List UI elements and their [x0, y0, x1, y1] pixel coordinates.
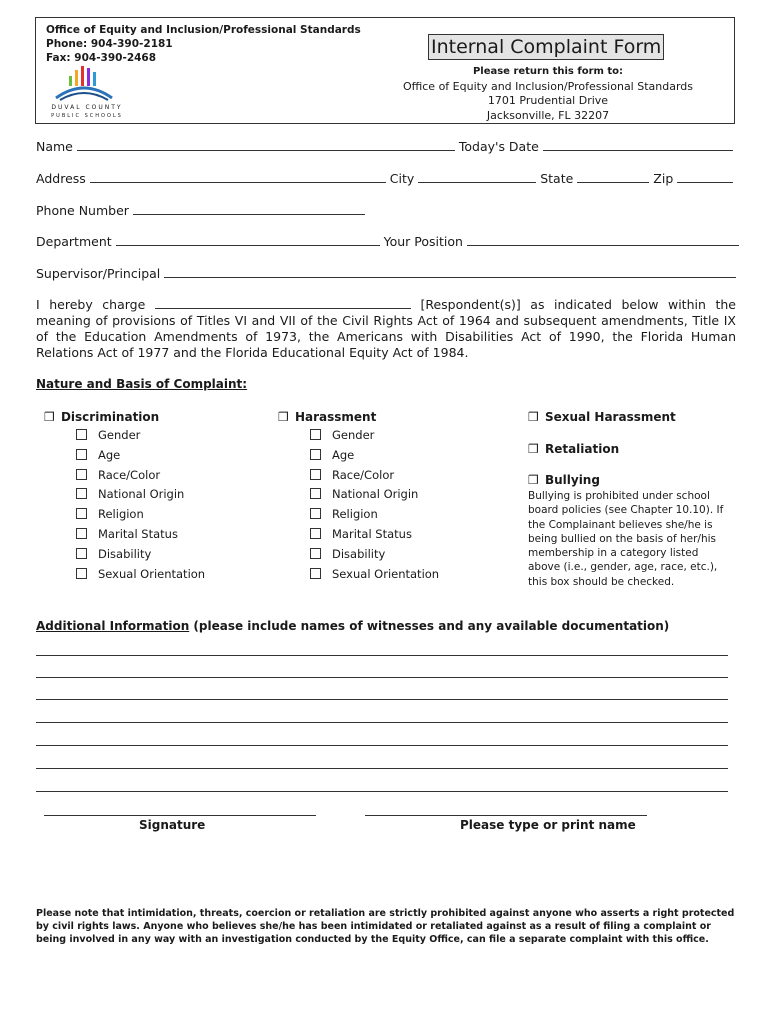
harassment-option-disability[interactable]: Disability	[310, 547, 385, 561]
checkbox-icon	[76, 488, 87, 499]
nature-heading: Nature and Basis of Complaint:	[36, 377, 248, 391]
print-name-field[interactable]	[365, 815, 647, 816]
address-field[interactable]	[90, 171, 386, 183]
signature-field[interactable]	[44, 815, 316, 816]
signature-label: Signature	[139, 818, 206, 832]
address-label: Address	[36, 171, 86, 186]
city-field[interactable]	[418, 171, 536, 183]
checkbox-icon: ❒	[528, 473, 539, 487]
return-office: Office of Equity and Inclusion/Professional Standards	[402, 79, 694, 93]
print-name-label: Please type or print name	[460, 818, 636, 832]
return-title: Please return this form to:	[472, 66, 624, 77]
charge-prefix: I hereby charge	[36, 297, 146, 312]
additional-info-line[interactable]	[36, 745, 728, 746]
discrimination-option-gender[interactable]: Gender	[76, 428, 140, 442]
checkbox-icon	[310, 508, 321, 519]
charge-respondent-text: [Respondent(s)] as indicated below within the meaning	[36, 297, 736, 328]
checkbox-icon	[76, 508, 87, 519]
harassment-option-gender[interactable]: Gender	[310, 428, 374, 442]
discrimination-column	[44, 408, 264, 588]
additional-info-line[interactable]	[36, 722, 728, 723]
bullying-checkbox[interactable]	[528, 471, 728, 489]
form-title: Internal Complaint Form	[428, 34, 664, 60]
sexual-harassment-label: Sexual Harassment	[544, 410, 676, 424]
discrimination-label: Discrimination	[60, 410, 160, 424]
department-field[interactable]	[116, 234, 380, 246]
zip-field[interactable]	[677, 171, 733, 183]
return-address-block	[395, 65, 701, 123]
department-label: Department	[36, 234, 112, 249]
additional-info-line[interactable]	[36, 768, 728, 769]
additional-info-line[interactable]	[36, 791, 728, 792]
checkbox-icon	[310, 449, 321, 460]
supervisor-row	[36, 266, 736, 281]
additional-info-line[interactable]	[36, 699, 728, 700]
retaliation-label: Retaliation	[544, 442, 620, 456]
harassment-option-sexual-orientation[interactable]: Sexual Orientation	[310, 567, 439, 581]
discrimination-option-marital-status[interactable]: Marital Status	[76, 527, 178, 541]
phone-row	[36, 203, 365, 218]
checkbox-icon: ❒	[528, 442, 539, 456]
office-phone: Phone: 904-390-2181	[46, 38, 173, 50]
discrimination-option-disability[interactable]: Disability	[76, 547, 151, 561]
checkbox-icon: ❒	[278, 410, 289, 424]
additional-info-title: Additional Information	[36, 619, 190, 633]
sexual-harassment-checkbox[interactable]	[528, 408, 728, 426]
respondent-field[interactable]	[155, 297, 411, 309]
harassment-label: Harassment	[294, 410, 377, 424]
department-row	[36, 234, 739, 249]
harassment-option-marital-status[interactable]: Marital Status	[310, 527, 412, 541]
discrimination-option-national-origin[interactable]: National Origin	[76, 487, 184, 501]
checkbox-icon: ❒	[528, 410, 539, 424]
checkbox-icon	[76, 528, 87, 539]
discrimination-option-race[interactable]: Race/Color	[76, 468, 160, 482]
supervisor-field[interactable]	[164, 266, 736, 278]
name-label: Name	[36, 139, 73, 154]
retaliation-notice: Please note that intimidation, threats, coercion or retaliation are strictly prohibited against anyone who asserts a right protected by civil rights laws. Anyone who believes she/he has been intimidated or retaliated against as a result of filing a complaint or being involved in any way with an investigation conducted by the Equity Office, can file a separate complaint with this office.	[36, 908, 735, 945]
checkbox-icon	[310, 548, 321, 559]
todays-date-label: Today's Date	[458, 139, 539, 154]
checkbox-icon	[310, 568, 321, 579]
phone-number-field[interactable]	[133, 203, 365, 215]
checkbox-icon	[310, 528, 321, 539]
logo-wordmark: DUVAL COUNTY PUBLIC SCHOOLS	[51, 104, 123, 119]
checkbox-icon	[76, 449, 87, 460]
office-contact-info	[46, 23, 361, 65]
address-row	[36, 171, 733, 186]
office-fax: Fax: 904-390-2468	[46, 52, 157, 64]
harassment-option-national-origin[interactable]: National Origin	[310, 487, 418, 501]
discrimination-checkbox[interactable]	[44, 408, 264, 426]
additional-info-line[interactable]	[36, 677, 728, 678]
discrimination-option-sexual-orientation[interactable]: Sexual Orientation	[76, 567, 205, 581]
phone-number-label: Phone Number	[36, 203, 129, 218]
bullying-label: Bullying	[544, 473, 600, 487]
harassment-option-race[interactable]: Race/Color	[310, 468, 394, 482]
checkbox-icon	[76, 568, 87, 579]
additional-info-instructions: (please include names of witnesses and any available documentation)	[193, 619, 670, 633]
city-label: City	[389, 171, 415, 186]
name-row	[36, 139, 733, 154]
todays-date-field[interactable]	[543, 139, 733, 151]
harassment-checkbox[interactable]	[278, 408, 498, 426]
checkbox-icon	[76, 429, 87, 440]
discrimination-option-religion[interactable]: Religion	[76, 507, 144, 521]
retaliation-checkbox[interactable]	[528, 440, 728, 458]
state-label: State	[540, 171, 574, 186]
additional-info-line[interactable]	[36, 655, 728, 656]
checkbox-icon	[310, 469, 321, 480]
harassment-column	[278, 408, 498, 588]
office-name: Office of Equity and Inclusion/Professional Standards	[46, 24, 361, 36]
return-city: Jacksonville, FL 32207	[486, 108, 610, 122]
your-position-field[interactable]	[467, 234, 739, 246]
state-field[interactable]	[577, 171, 649, 183]
name-field[interactable]	[77, 139, 455, 151]
your-position-label: Your Position	[383, 234, 463, 249]
bullying-note: Bullying is prohibited under school board policies (see Chapter 10.10). If the Complainant believes she/he is being bullied on the basis of her/his membership in a category listed above (i.e., gender, age, race, etc.), this box should be checked.	[528, 490, 724, 588]
harassment-option-religion[interactable]: Religion	[310, 507, 378, 521]
checkbox-icon	[76, 548, 87, 559]
discrimination-option-age[interactable]: Age	[76, 448, 120, 462]
checkbox-icon	[76, 469, 87, 480]
charge-body: of provisions of Titles VI and VII of the Civil Rights Act of 1964 and subsequent amendments, Title IX of the Education Amendments of 1973, the Americans with Disabilities Act of 1990, the Florida Human Relations Act of 1977 and the Florida Educational Equity Act of 1984.	[36, 313, 736, 360]
return-street: 1701 Prudential Drive	[487, 94, 609, 107]
other-complaints-column	[528, 408, 728, 489]
charge-paragraph	[36, 297, 736, 361]
checkbox-icon: ❒	[44, 410, 55, 424]
harassment-option-age[interactable]: Age	[310, 448, 354, 462]
additional-info-heading	[36, 619, 669, 633]
zip-label: Zip	[653, 171, 674, 186]
supervisor-label: Supervisor/Principal	[36, 266, 161, 281]
checkbox-icon	[310, 488, 321, 499]
checkbox-icon	[310, 429, 321, 440]
